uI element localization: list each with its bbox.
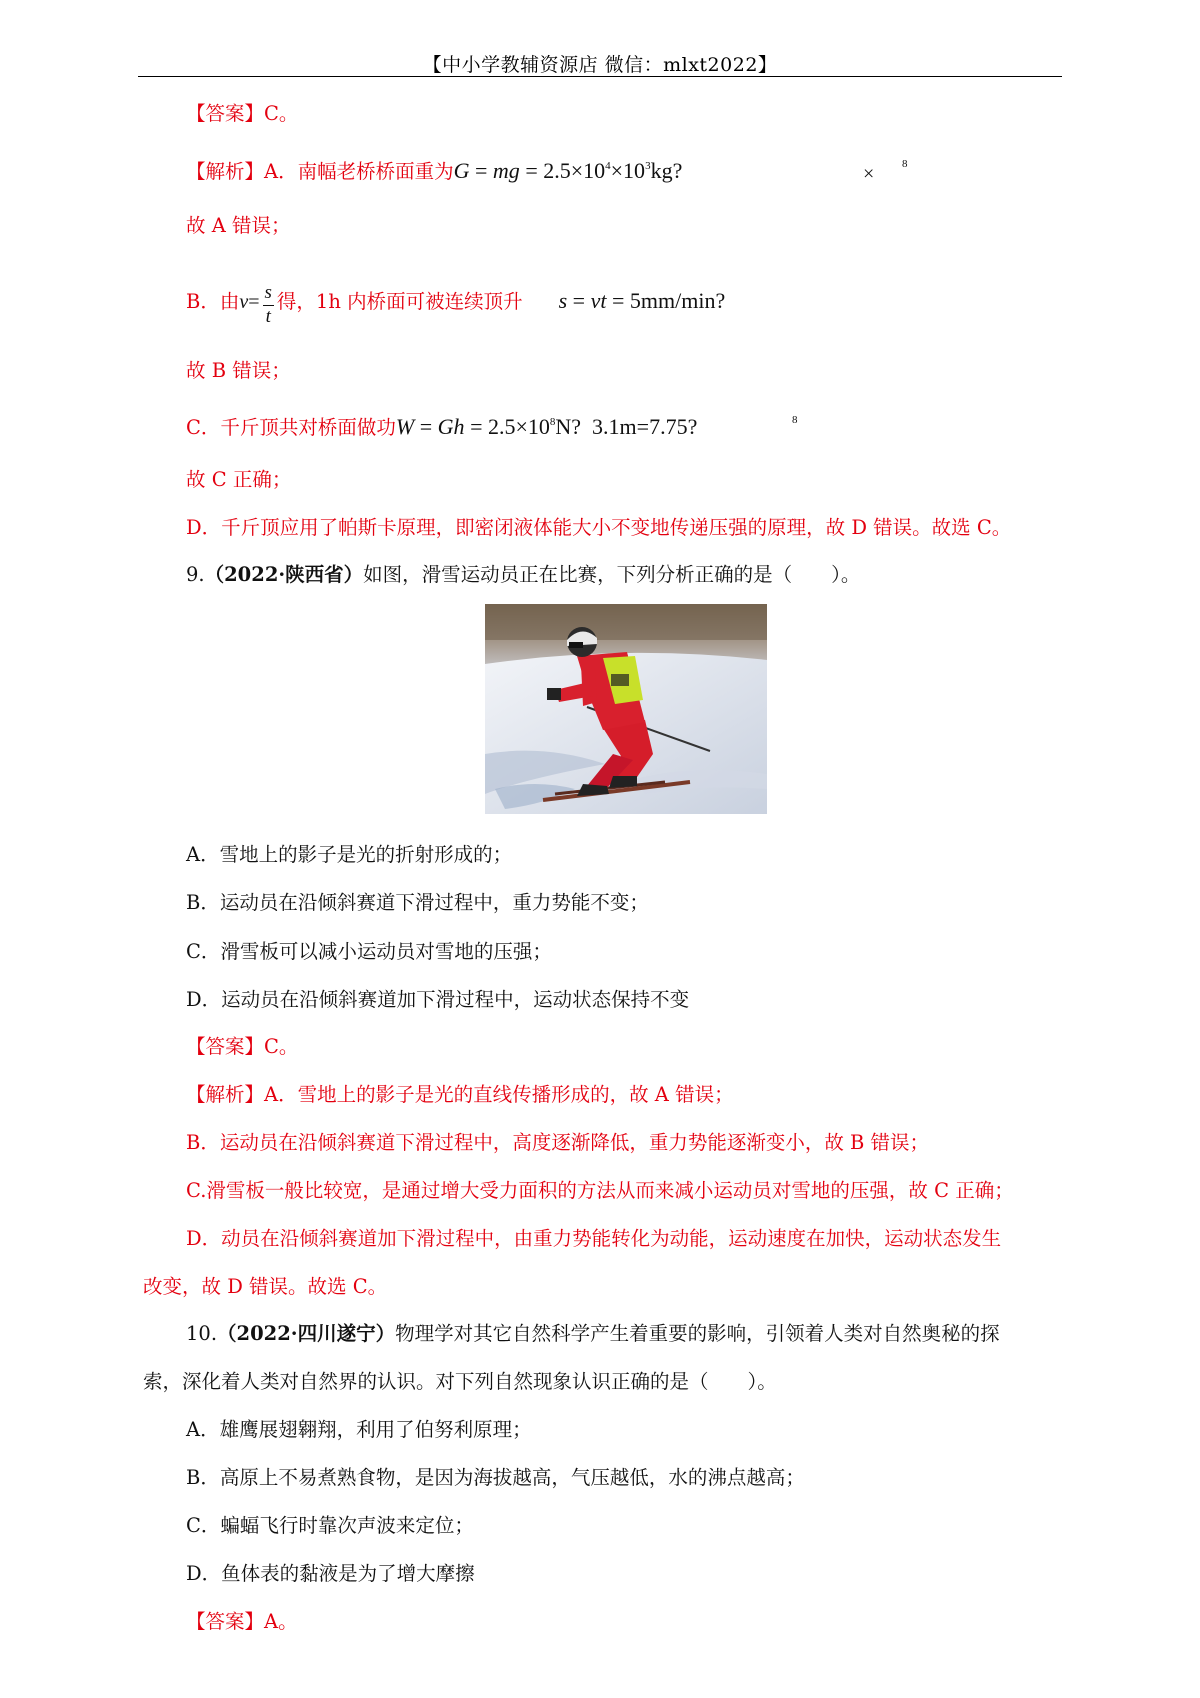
analysis-text: C．千斤顶共对桥面做功 xyxy=(186,416,396,439)
formula-distance: s = vt = 5mm/min? xyxy=(558,287,726,313)
analysis-line-q8-c xyxy=(186,416,697,438)
analysis-line-q9-d2: 改变，故 D 错误。故选 C。 xyxy=(143,1275,388,1298)
question-9-option-c: C．滑雪板可以减小运动员对雪地的压强； xyxy=(186,940,552,963)
question-9-option-d: D．运动员在沿倾斜赛道加下滑过程中，运动状态保持不变 xyxy=(186,988,690,1011)
formula-work: $W = Gh = 2.5\times 10^8N$? 3.1m=7.75? xyxy=(395,414,698,439)
question-10-option-b: B．高原上不易煮熟食物，是因为海拔越高，气压越低，水的沸点越高； xyxy=(186,1466,805,1489)
page-header: 【中小学教辅资源店 微信：mlxt2022】 xyxy=(422,54,778,76)
analysis-line-q9-b: B．运动员在沿倾斜赛道下滑过程中，高度逐渐降低，重力势能逐渐变小，故 B 错误； xyxy=(186,1131,930,1154)
analysis-text: A．南幅老桥桥面重为 xyxy=(264,160,454,183)
stray-times: × xyxy=(863,163,875,185)
question-source: （2022·四川遂宁） xyxy=(217,1322,396,1345)
analysis-text: B．由 xyxy=(186,289,240,313)
analysis-text-post: 得，1h 内桥面可被连续顶升 xyxy=(276,289,523,313)
stray-sup: 8 xyxy=(902,158,908,170)
stray-sup-2: 8 xyxy=(792,414,798,426)
fraction-denominator: t xyxy=(265,305,271,327)
question-number: 9. xyxy=(186,563,205,586)
analysis-line-q9-a xyxy=(186,1085,734,1105)
analysis-line-q9-d: D．动员在沿倾斜赛道加下滑过程中，由重力势能转化为动能，运动速度在加快，运动状态发生 xyxy=(186,1227,1002,1250)
question-number: 10. xyxy=(186,1322,218,1345)
analysis-line-q8-a2: 故 A 错误； xyxy=(186,214,291,237)
v-symbol: v= xyxy=(239,290,260,313)
analysis-tag: 【解析】 xyxy=(186,160,265,183)
analysis-text: A．雪地上的影子是光的直线传播形成的，故 A 错误； xyxy=(264,1083,734,1106)
answer-line-q9 xyxy=(186,1037,298,1057)
analysis-line-q8-a xyxy=(186,160,682,182)
analysis-line-q8-d: D．千斤顶应用了帕斯卡原理，即密闭液体能大小不变地传递压强的原理，故 D 错误。故选 C。 xyxy=(186,516,1012,539)
question-10-stem-cont: 索，深化着人类对自然界的认识。对下列自然现象认识正确的是（ ）。 xyxy=(143,1370,777,1393)
fraction-s-over-t xyxy=(263,282,274,329)
analysis-line-q8-b xyxy=(186,282,725,329)
question-text: 物理学对其它自然科学产生着重要的影响，引领着人类对自然奥秘的探 xyxy=(395,1322,1000,1345)
header-rule xyxy=(138,76,1062,77)
fraction-numerator: s xyxy=(263,282,274,306)
question-9-stem xyxy=(186,565,860,585)
analysis-line-q8-c2: 故 C 正确； xyxy=(186,468,292,491)
formula-gravity: G = mg = $2.5\times 10^4\times 10^3kg$? xyxy=(453,158,683,183)
question-10-option-c: C．蝙蝠飞行时靠次声波来定位； xyxy=(186,1514,474,1537)
analysis-line-q8-b2: 故 B 错误； xyxy=(186,359,291,382)
question-9-option-a: A．雪地上的影子是光的折射形成的； xyxy=(186,843,513,866)
question-10-option-a: A．雄鹰展翅翱翔，利用了伯努利原理； xyxy=(186,1418,532,1441)
answer-text: C。 xyxy=(264,1035,299,1058)
skier-photo xyxy=(485,604,767,814)
answer-line-q8 xyxy=(186,104,298,124)
answer-tag: 【答案】 xyxy=(186,1610,265,1633)
question-9-option-b: B．运动员在沿倾斜赛道下滑过程中，重力势能不变； xyxy=(186,891,649,914)
question-source: （2022·陕西省） xyxy=(204,563,364,586)
answer-tag: 【答案】 xyxy=(186,1035,265,1058)
analysis-tag: 【解析】 xyxy=(186,1083,265,1106)
answer-text: A。 xyxy=(264,1610,298,1633)
question-text: 如图，滑雪运动员正在比赛，下列分析正确的是（ ）。 xyxy=(363,563,861,586)
answer-tag: 【答案】 xyxy=(186,102,265,125)
answer-text: C。 xyxy=(264,102,299,125)
answer-line-q10 xyxy=(186,1612,298,1632)
question-10-option-d: D．鱼体表的黏液是为了增大摩擦 xyxy=(186,1562,475,1585)
question-10-stem xyxy=(186,1324,1000,1344)
analysis-line-q9-c: C.滑雪板一般比较宽，是通过增大受力面积的方法从而来减小运动员对雪地的压强，故 C 正确； xyxy=(186,1179,1014,1202)
